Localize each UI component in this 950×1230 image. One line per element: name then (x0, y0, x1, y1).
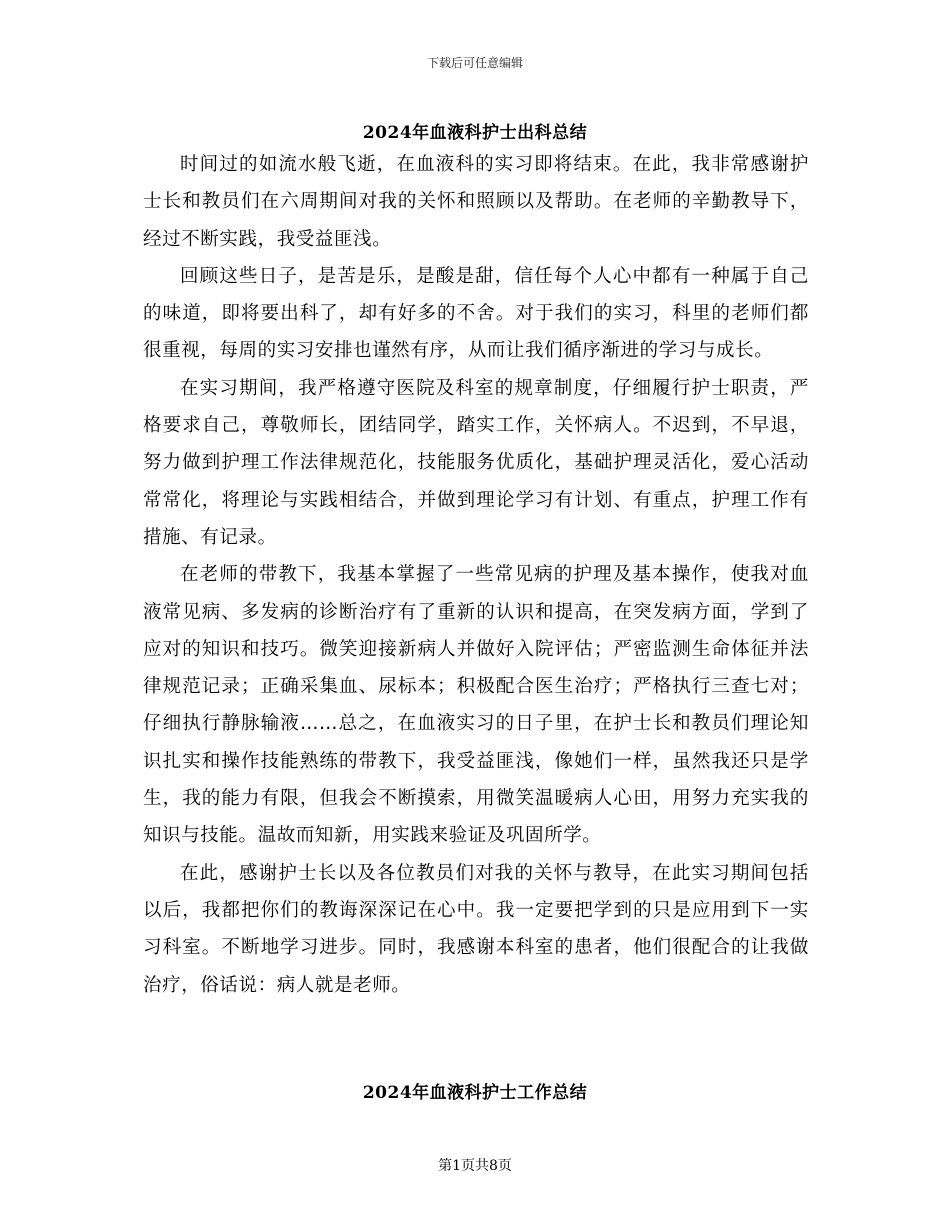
document-title: 2024年血液科护士出科总结 (362, 123, 588, 143)
paragraph: 在此，感谢护士长以及各位教员们对我的关怀与教导，在此实习期间包括以后，我都把你们的教诲深深记在心中。我一定要把学到的只是应用到下一实习科室。不断地学习进步。同时，我感谢本科室的患者，他们很配合的让我做治疗，俗话说：病人就是老师。 (143, 862, 809, 996)
paragraph: 在实习期间，我严格遵守医院及科室的规章制度，仔细履行护士职责，严格要求自己，尊敬师长，团结同学，踏实工作，关怀病人。不迟到，不早退，努力做到护理工作法律规范化，技能服务优质化，基础护理灵活化，爱心活动常常化，将理论与实践相结合，并做到理论学习有计划、有重点，护理工作有措施、有记录。 (143, 377, 809, 548)
paragraph: 回顾这些日子，是苦是乐，是酸是甜，信任每个人心中都有一种属于自己的味道，即将要出科了，却有好多的不舍。对于我们的实习，科里的老师们都很重视，每周的实习安排也谨然有序，从而让我们循序渐进的学习与成长。 (143, 265, 809, 362)
next-section-title: 2024年血液科护士工作总结 (362, 1083, 588, 1103)
document-body (143, 146, 809, 1004)
paragraph: 在老师的带教下，我基本掌握了一些常见病的护理及基本操作，使我对血液常见病、多发病的诊断治疗有了重新的认识和提高，在突发病方面，学到了应对的知识和技巧。微笑迎接新病人并做好入院评估；严密监测生命体征并法律规范记录；正确采集血、尿标本；积极配合医生治疗；严格执行三查七对；仔细执行静脉输液……总之，在血液实习的日子里，在护士长和教员们理论知识扎实和操作技能熟练的带教下，我受益匪浅，像她们一样，虽然我还只是学生，我的能力有限，但我会不断摸索，用微笑温暖病人心田，用努力充实我的知识与技能。温故而知新，用实践来验证及巩固所学。 (143, 564, 809, 847)
header-note: 下载后可任意编辑 (426, 56, 523, 70)
page-number: 第1页共8页 (438, 1158, 512, 1174)
paragraph: 时间过的如流水般飞逝，在血液科的实习即将结束。在此，我非常感谢护士长和教员们在六周期间对我的关怀和照顾以及帮助。在老师的辛勤教导下，经过不断实践，我受益匪浅。 (143, 154, 809, 250)
